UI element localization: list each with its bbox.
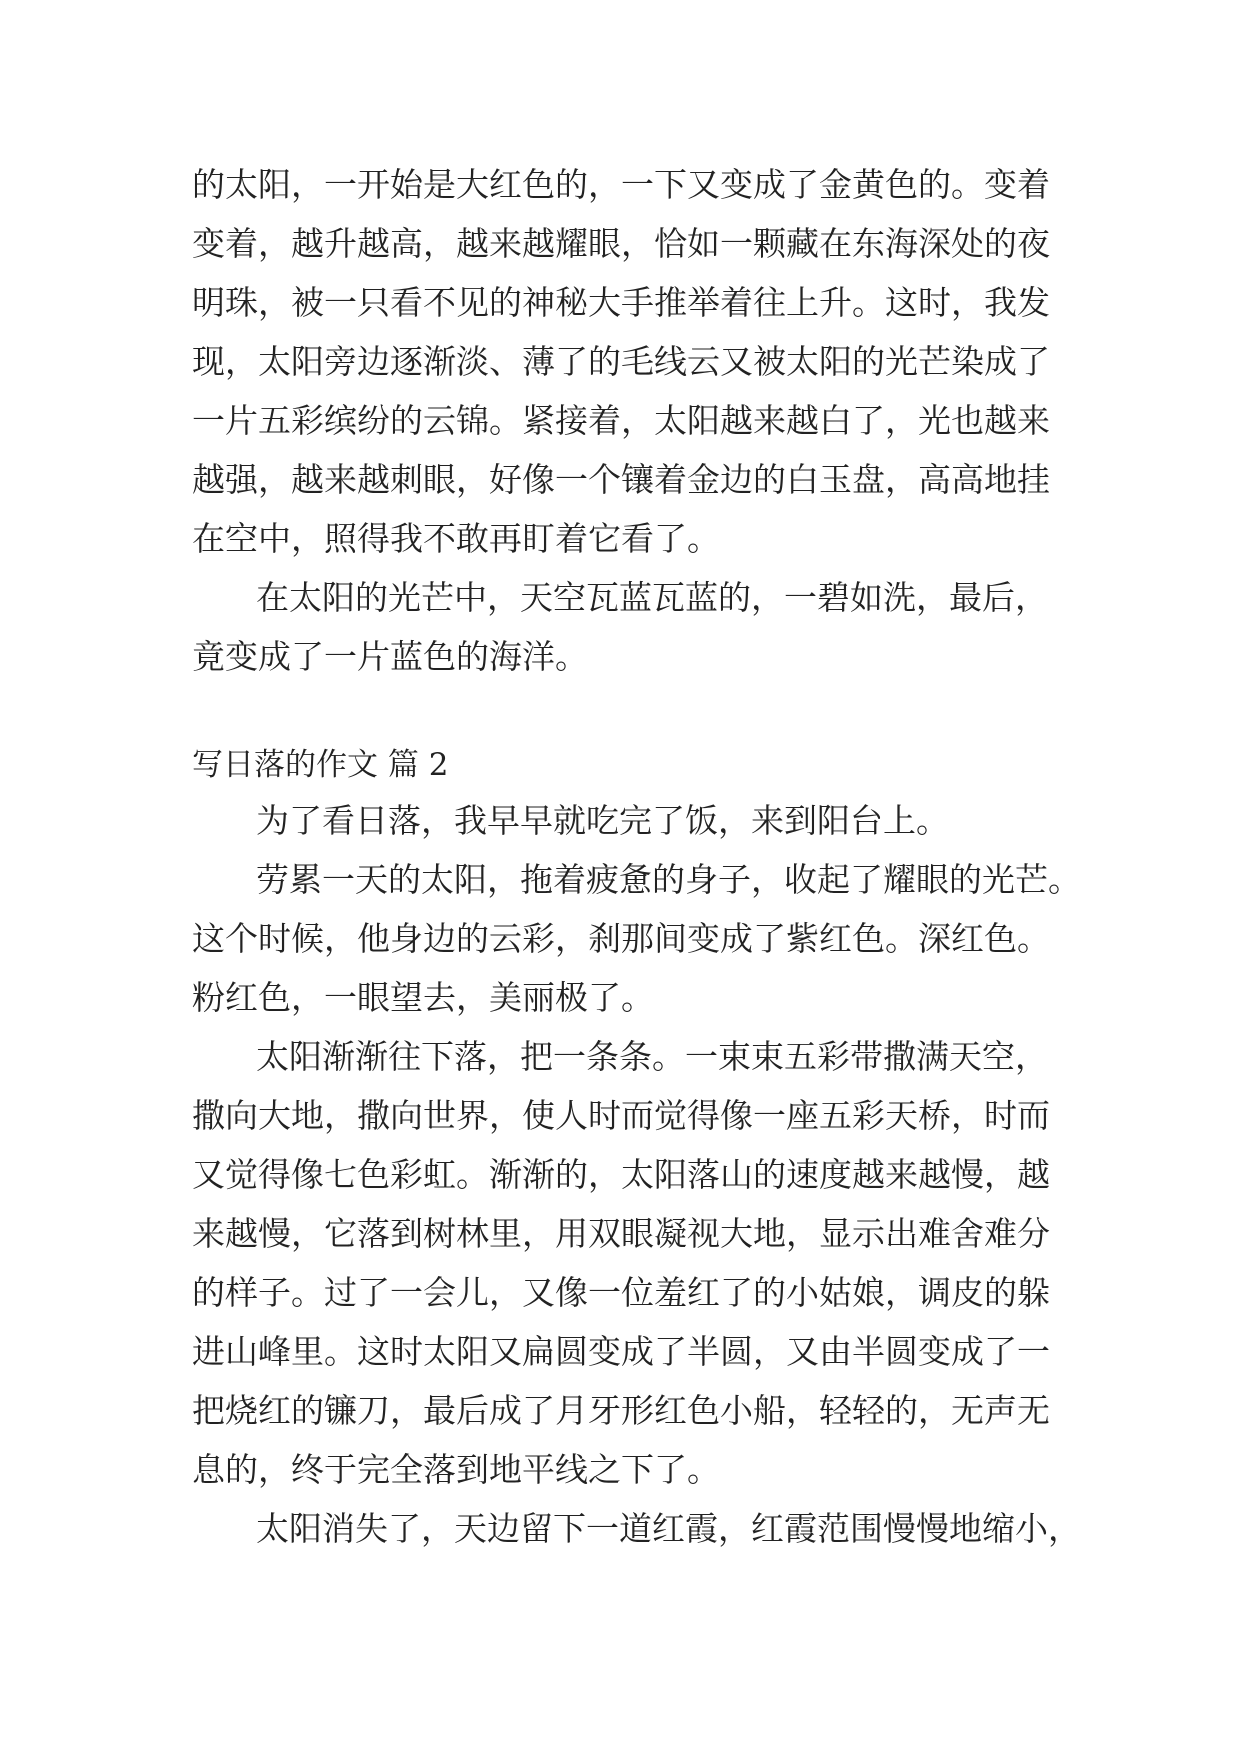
text-line: 太阳消失了，天边留下一道红霞，红霞范围慢慢地缩小， (256, 1509, 1081, 1548)
text-line: 又觉得像七色彩虹。渐渐的，太阳落山的速度越来越慢，越 (192, 1155, 1050, 1194)
text-line: 把烧红的镰刀，最后成了月牙形红色小船，轻轻的，无声无 (192, 1391, 1050, 1430)
text-line: 进山峰里。这时太阳又扁圆变成了半圆，又由半圆变成了一 (192, 1332, 1050, 1371)
section-heading: 写日落的作文 篇 2 (192, 747, 449, 783)
text-line: 为了看日落，我早早就吃完了饭，来到阳台上。 (256, 801, 949, 840)
text-line: 息的，终于完全落到地平线之下了。 (192, 1450, 720, 1489)
text-line: 越强，越来越刺眼，好像一个镶着金边的白玉盘，高高地挂 (192, 460, 1050, 499)
text-line: 的太阳，一开始是大红色的，一下又变成了金黄色的。变着 (192, 165, 1050, 204)
text-line: 撒向大地，撒向世界，使人时而觉得像一座五彩天桥，时而 (192, 1096, 1050, 1135)
text-line: 的样子。过了一会儿，又像一位羞红了的小姑娘，调皮的躲 (192, 1273, 1050, 1312)
text-line: 一片五彩缤纷的云锦。紧接着，太阳越来越白了，光也越来 (192, 401, 1050, 440)
text-line: 这个时候，他身边的云彩，刹那间变成了紫红色。深红色。 (192, 919, 1050, 958)
text-line: 明珠，被一只看不见的神秘大手推举着往上升。这时，我发 (192, 283, 1050, 322)
text-line: 现，太阳旁边逐渐淡、薄了的毛线云又被太阳的光芒染成了 (192, 342, 1050, 381)
text-line: 太阳渐渐往下落，把一条条。一束束五彩带撒满天空， (256, 1037, 1048, 1076)
text-line: 在空中，照得我不敢再盯着它看了。 (192, 519, 720, 558)
text-line: 粉红色，一眼望去，美丽极了。 (192, 978, 654, 1017)
text-line: 来越慢，它落到树林里，用双眼凝视大地，显示出难舍难分 (192, 1214, 1050, 1253)
text-line: 竟变成了一片蓝色的海洋。 (192, 637, 588, 676)
text-line: 劳累一天的太阳，拖着疲惫的身子，收起了耀眼的光芒。 (256, 860, 1081, 899)
text-line: 在太阳的光芒中，天空瓦蓝瓦蓝的，一碧如洗，最后， (256, 578, 1048, 617)
text-line: 变着，越升越高，越来越耀眼，恰如一颗藏在东海深处的夜 (192, 224, 1050, 263)
